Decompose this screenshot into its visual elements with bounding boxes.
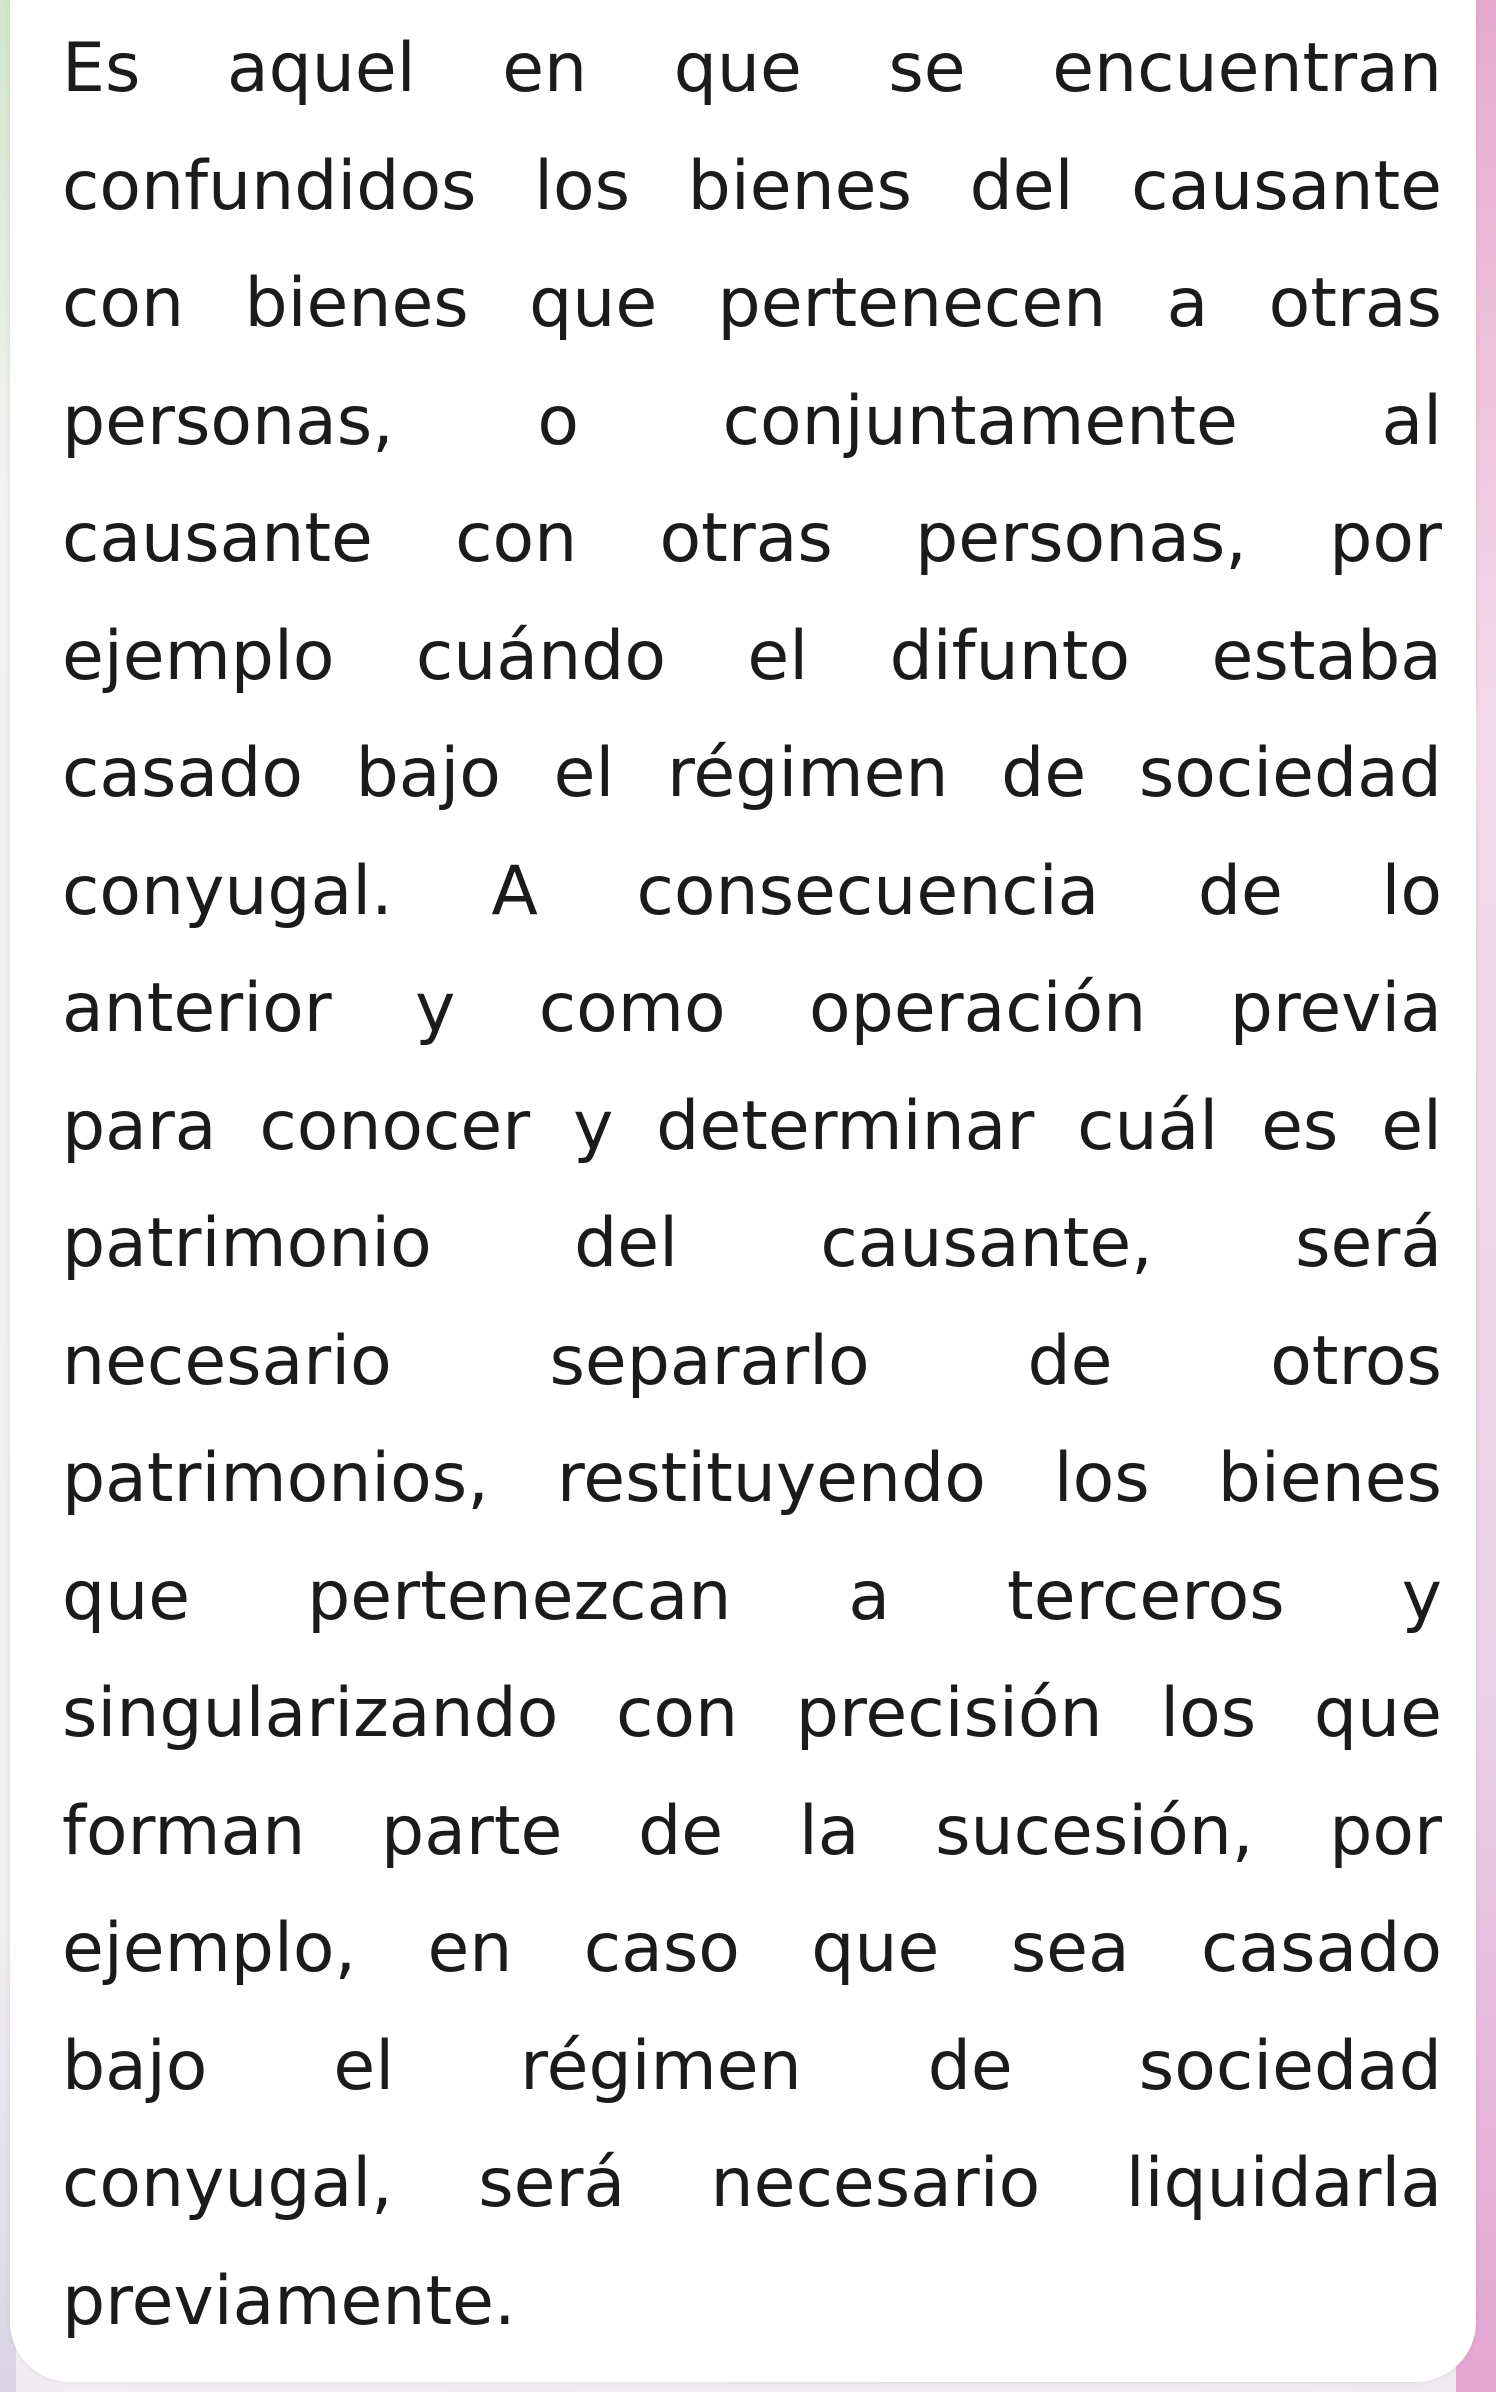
paragraph-word: pertenecen <box>717 264 1107 343</box>
paragraph-word: conyugal, <box>62 2144 393 2223</box>
paragraph-word: el <box>333 2026 395 2106</box>
paragraph-word: restituyendo <box>556 1439 986 1518</box>
paragraph-word: o <box>537 381 580 461</box>
paragraph-word: operación <box>809 969 1147 1048</box>
paragraph-word: se <box>888 29 966 108</box>
paragraph-word: bienes <box>687 146 912 226</box>
paragraph-word: y <box>573 1086 614 1166</box>
paragraph-line <box>62 2243 1442 2361</box>
paragraph-word: en <box>502 29 588 108</box>
paragraph-word: que <box>673 29 802 108</box>
paragraph-word: de <box>1001 734 1087 813</box>
paragraph-line <box>62 833 1442 951</box>
paragraph-word: que <box>1313 1674 1442 1753</box>
paragraph-word: y <box>415 969 456 1048</box>
paragraph-word: personas, <box>62 381 394 461</box>
paragraph-word: Es <box>62 29 141 108</box>
paragraph-word: casado <box>62 734 303 813</box>
paragraph-word: casado <box>1201 1909 1442 1988</box>
paragraph-line <box>62 1420 1442 1538</box>
paragraph-word: sociedad <box>1138 2026 1442 2106</box>
paragraph-word: A <box>491 851 538 931</box>
paragraph-line <box>62 363 1442 481</box>
paragraph-word: que <box>62 1556 191 1636</box>
paragraph-line <box>62 598 1442 716</box>
paragraph-word: al <box>1381 381 1442 461</box>
paragraph-word: cuál <box>1077 1086 1219 1166</box>
paragraph-word: con <box>62 264 185 343</box>
paragraph-line <box>62 1655 1442 1773</box>
paragraph-word: consecuencia <box>636 851 1100 931</box>
paragraph-word: de <box>638 1791 724 1871</box>
paragraph-word: del <box>969 146 1074 226</box>
paragraph-word: por <box>1329 1791 1442 1871</box>
paragraph-word: necesario <box>710 2144 1041 2223</box>
paragraph-word: sucesión, <box>935 1791 1254 1871</box>
paragraph-word: bajo <box>355 734 501 813</box>
paragraph-line <box>62 1185 1442 1303</box>
paragraph-word: a <box>1166 264 1209 343</box>
paragraph-word: el <box>1381 1086 1442 1166</box>
paragraph-word: terceros <box>1007 1556 1285 1636</box>
paragraph-line <box>62 950 1442 1068</box>
paragraph-word: como <box>538 969 726 1048</box>
paragraph-word: encuentran <box>1052 29 1442 108</box>
paragraph-word: patrimonio <box>62 1204 432 1283</box>
paragraph-line <box>62 1773 1442 1891</box>
paragraph-word: es <box>1261 1086 1339 1166</box>
paragraph-line <box>62 128 1442 246</box>
paragraph-word: bienes <box>1217 1439 1442 1518</box>
paragraph-word: será <box>478 2144 626 2223</box>
paragraph-word: confundidos <box>62 146 477 226</box>
paragraph-word: que <box>811 1909 940 1988</box>
paragraph-word: previa <box>1229 969 1442 1048</box>
paragraph-word: conjuntamente <box>722 381 1238 461</box>
paragraph-line <box>62 480 1442 598</box>
paragraph-word: liquidarla <box>1125 2144 1442 2223</box>
paragraph-word: personas, <box>915 499 1247 578</box>
paragraph-word: por <box>1329 499 1442 578</box>
paragraph-word: de <box>1197 851 1283 931</box>
paragraph-word: ejemplo, <box>62 1909 357 1988</box>
paragraph-line <box>62 245 1442 363</box>
paragraph-word: bajo <box>62 2026 208 2106</box>
paragraph-word: aquel <box>226 29 416 108</box>
paragraph-word: previamente. <box>62 2261 516 2341</box>
paragraph-word: los <box>1160 1674 1257 1753</box>
paragraph-word: conocer <box>259 1086 531 1166</box>
paragraph-word: precisión <box>795 1674 1103 1753</box>
paragraph-word: con <box>455 499 578 578</box>
paragraph-line <box>62 1068 1442 1186</box>
paragraph-word: los <box>534 146 631 226</box>
paragraph-word: pertenezcan <box>307 1556 732 1636</box>
paragraph-word: difunto <box>889 616 1131 696</box>
paragraph-word: estaba <box>1211 616 1442 696</box>
paragraph-word: de <box>1027 1321 1113 1401</box>
paragraph-word: cuándo <box>415 616 666 696</box>
paragraph-word: los <box>1053 1439 1150 1518</box>
paragraph-word: sociedad <box>1138 734 1442 813</box>
paragraph-word: forman <box>62 1791 306 1871</box>
paragraph-word: caso <box>583 1909 740 1988</box>
paragraph-line <box>62 715 1442 833</box>
paragraph-word: bienes <box>244 264 469 343</box>
paragraph-word: conyugal. <box>62 851 393 931</box>
paragraph-line <box>62 1890 1442 2008</box>
paragraph-word: sea <box>1010 1909 1130 1988</box>
paragraph-word: anterior <box>62 969 332 1048</box>
paragraph-line <box>62 2125 1442 2243</box>
paragraph-word: será <box>1295 1204 1442 1283</box>
paragraph <box>62 10 1442 2360</box>
paragraph-word: causante <box>1131 146 1442 226</box>
paragraph-word: a <box>848 1556 891 1636</box>
paragraph-word: la <box>798 1791 860 1871</box>
paragraph-word: otros <box>1270 1321 1442 1401</box>
paragraph-word: para <box>62 1086 217 1166</box>
paragraph-word: separarlo <box>549 1321 870 1401</box>
paragraph-word: singularizando <box>62 1674 559 1753</box>
paragraph-word: el <box>747 616 809 696</box>
paragraph-word: lo <box>1381 851 1442 931</box>
paragraph-word: otras <box>1268 264 1442 343</box>
paragraph-word: con <box>616 1674 739 1753</box>
paragraph-word: causante, <box>820 1204 1153 1283</box>
paragraph-word: y <box>1401 1556 1442 1636</box>
paragraph-word: que <box>529 264 658 343</box>
paragraph-line <box>62 2008 1442 2126</box>
paragraph-word: patrimonios, <box>62 1439 489 1518</box>
paragraph-line <box>62 1303 1442 1421</box>
paragraph-word: causante <box>62 499 373 578</box>
paragraph-word: otras <box>659 499 833 578</box>
paragraph-word: del <box>574 1204 679 1283</box>
paragraph-word: determinar <box>656 1086 1035 1166</box>
paragraph-line <box>62 1538 1442 1656</box>
paragraph-word: de <box>927 2026 1013 2106</box>
paragraph-word: necesario <box>62 1321 392 1401</box>
text-card <box>10 0 1476 2382</box>
paragraph-word: ejemplo <box>62 616 335 696</box>
paragraph-word: en <box>427 1909 513 1988</box>
paragraph-word: parte <box>381 1791 563 1871</box>
paragraph-word: el <box>553 734 615 813</box>
paragraph-word: régimen <box>520 2026 802 2106</box>
paragraph-word: régimen <box>666 734 949 813</box>
paragraph-line <box>62 10 1442 128</box>
